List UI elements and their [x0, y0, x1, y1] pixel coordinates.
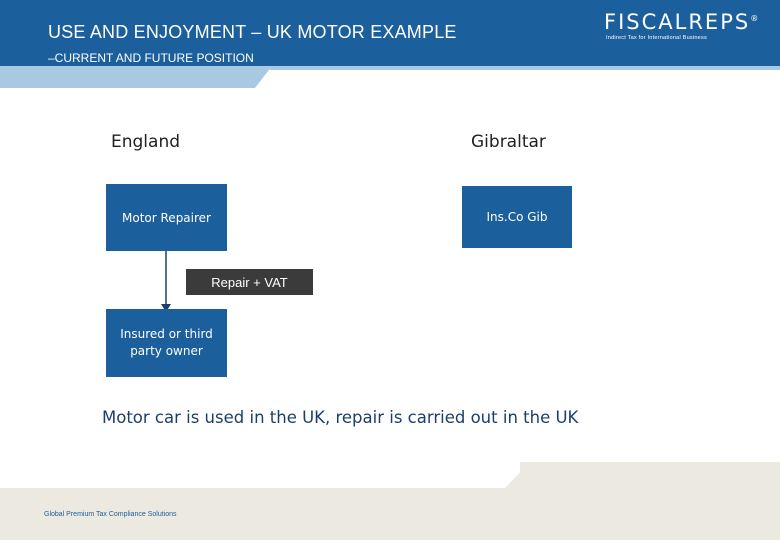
diagram-caption: Motor car is used in the UK, repair is carried out in the UK [102, 408, 579, 427]
slide-subtitle: –CURRENT AND FUTURE POSITION [48, 51, 254, 65]
flow-label-repair-vat: Repair + VAT [186, 269, 313, 295]
slide-title: USE AND ENJOYMENT – UK MOTOR EXAMPLE [48, 22, 457, 42]
column-label-england: England [111, 132, 181, 152]
footer-text: Global Premium Tax Compliance Solutions [44, 511, 177, 518]
node-insco-gib-label: Ins.Co Gib [486, 210, 548, 224]
node-motor-repairer-label: Motor Repairer [122, 210, 211, 225]
brand-tagline: Indirect Tax for International Business [606, 35, 707, 41]
node-insured-owner-label: Insured or third party owner [120, 327, 213, 358]
brand-logo-name: FISCALREPS [604, 10, 751, 34]
registered-mark: ® [750, 14, 761, 23]
column-label-gibraltar: Gibraltar [471, 132, 546, 152]
node-insured-owner [106, 309, 227, 377]
